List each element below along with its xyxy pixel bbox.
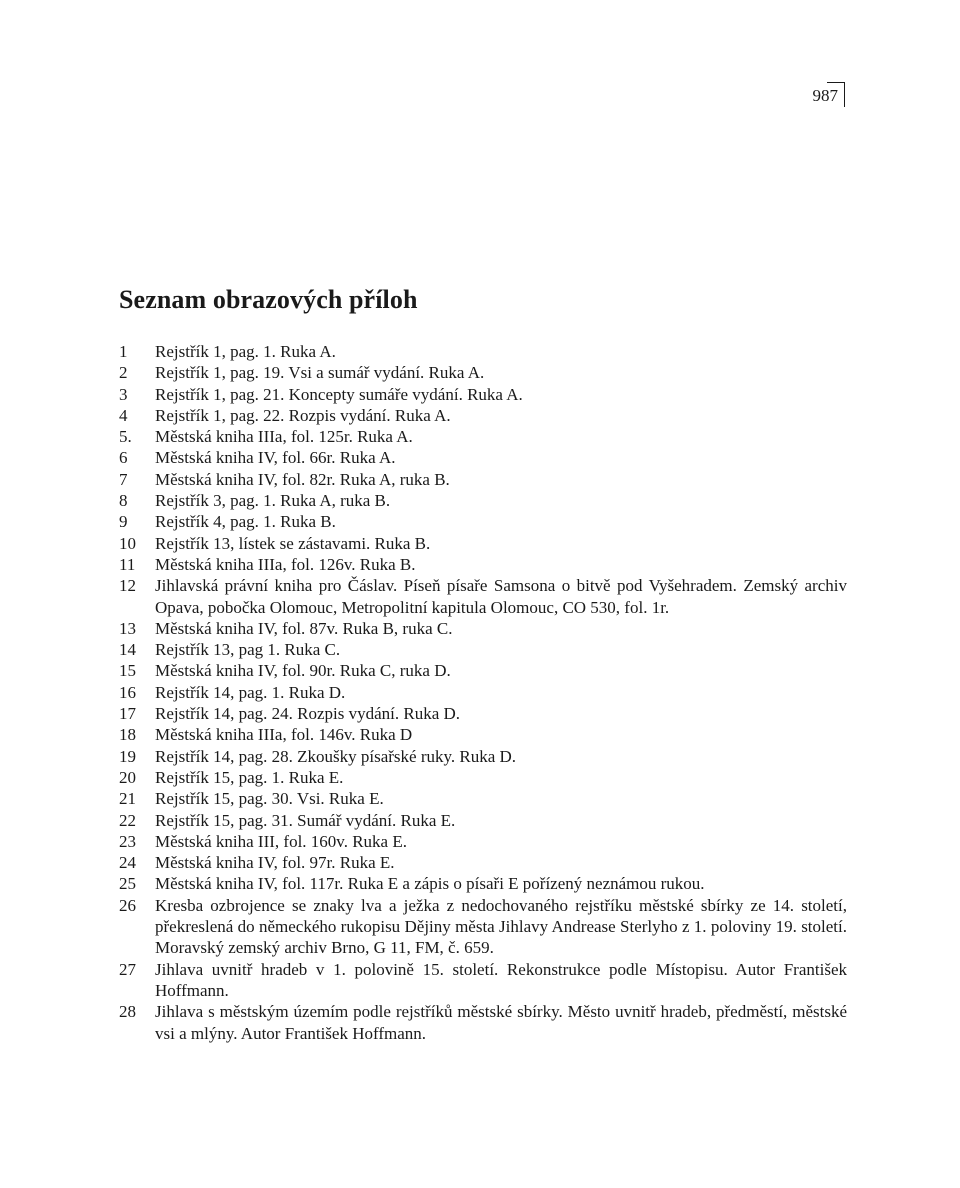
- item-number: 28: [119, 1002, 136, 1022]
- list-item: [119, 533, 847, 554]
- item-text: Rejstřík 15, pag. 31. Sumář vydání. Ruka E.: [155, 810, 456, 830]
- list-item: [119, 1001, 847, 1044]
- list-item: [119, 724, 847, 745]
- list-item: [119, 384, 847, 405]
- item-number: 21: [119, 789, 136, 809]
- page-number: 987: [812, 86, 838, 105]
- item-number: 20: [119, 767, 136, 787]
- item-number: 7: [119, 469, 128, 489]
- item-text: Rejstřík 4, pag. 1. Ruka B.: [155, 512, 336, 532]
- item-text: Jihlava s městským územím podle rejstříků městské sbírky. Město uvnitř hradeb, předměstí, městské vsi a mlýny. Autor František Hoffmann.: [155, 1002, 847, 1043]
- item-number: 18: [119, 725, 136, 745]
- item-text: Městská kniha IIIa, fol. 146v. Ruka D: [155, 725, 413, 745]
- list-item: [119, 469, 847, 490]
- item-text: Rejstřík 13, lístek se zástavami. Ruka B.: [155, 533, 431, 553]
- item-number: 17: [119, 704, 136, 724]
- item-text: Rejstřík 13, pag 1. Ruka C.: [155, 640, 341, 660]
- list-item: [119, 639, 847, 660]
- list-item: [119, 405, 847, 426]
- page-title: Seznam obrazových příloh: [119, 285, 418, 314]
- item-number: 4: [119, 405, 128, 425]
- list-item: [119, 660, 847, 681]
- list-item: [119, 511, 847, 532]
- list-item: [119, 490, 847, 511]
- item-text: Městská kniha IV, fol. 82r. Ruka A, ruka B.: [155, 469, 450, 489]
- item-number: 9: [119, 512, 128, 532]
- item-number: 25: [119, 874, 136, 894]
- list-item: [119, 682, 847, 703]
- item-number: 23: [119, 831, 136, 851]
- item-number: 24: [119, 853, 136, 873]
- item-number: 1: [119, 342, 128, 361]
- list-item: [119, 873, 847, 894]
- item-text: Městská kniha IV, fol. 87v. Ruka B, ruka C.: [155, 618, 453, 638]
- item-number: 8: [119, 491, 128, 511]
- item-number: 26: [119, 895, 136, 915]
- list-item: [119, 554, 847, 575]
- item-text: Městská kniha IIIa, fol. 125r. Ruka A.: [155, 427, 413, 447]
- list-item: [119, 810, 847, 831]
- item-number: 12: [119, 576, 136, 596]
- item-number: 6: [119, 448, 128, 468]
- list-item: [119, 575, 847, 618]
- item-number: 10: [119, 533, 136, 553]
- item-number: 2: [119, 363, 128, 383]
- item-text: Rejstřík 15, pag. 30. Vsi. Ruka E.: [155, 789, 384, 809]
- list-item: [119, 341, 847, 362]
- item-text: Městská kniha IV, fol. 117r. Ruka E a zápis o písaři E pořízený neznámou rukou.: [155, 874, 705, 894]
- item-number: 5.: [119, 427, 132, 447]
- list-item: [119, 703, 847, 724]
- item-number: 14: [119, 640, 136, 660]
- list-item: [119, 788, 847, 809]
- item-text: Rejstřík 14, pag. 24. Rozpis vydání. Ruka D.: [155, 704, 461, 724]
- list-item: [119, 618, 847, 639]
- item-text: Jihlava uvnitř hradeb v 1. polovině 15. století. Rekonstrukce podle Místopisu. Autor František Hoffmann.: [155, 959, 847, 1000]
- item-number: 13: [119, 618, 136, 638]
- item-text: Rejstřík 15, pag. 1. Ruka E.: [155, 767, 344, 787]
- list-item: [119, 767, 847, 788]
- item-text: Rejstřík 3, pag. 1. Ruka A, ruka B.: [155, 491, 391, 511]
- item-text: Rejstřík 14, pag. 1. Ruka D.: [155, 682, 346, 702]
- item-number: 11: [119, 554, 136, 574]
- item-text: Městská kniha IIIa, fol. 126v. Ruka B.: [155, 554, 416, 574]
- item-text: Rejstřík 1, pag. 1. Ruka A.: [155, 342, 336, 361]
- list-item: [119, 362, 847, 383]
- illustration-list: [119, 341, 847, 1044]
- item-number: 22: [119, 810, 136, 830]
- item-text: Městská kniha III, fol. 160v. Ruka E.: [155, 831, 407, 851]
- list-item: [119, 831, 847, 852]
- item-number: 19: [119, 746, 136, 766]
- item-text: Městská kniha IV, fol. 66r. Ruka A.: [155, 448, 396, 468]
- item-text: Rejstřík 1, pag. 19. Vsi a sumář vydání. Ruka A.: [155, 363, 485, 383]
- item-number: 3: [119, 384, 128, 404]
- item-text: Městská kniha IV, fol. 97r. Ruka E.: [155, 853, 395, 873]
- list-item: [119, 426, 847, 447]
- item-text: Rejstřík 14, pag. 28. Zkoušky písařské ruky. Ruka D.: [155, 746, 517, 766]
- list-item: [119, 447, 847, 468]
- item-number: 16: [119, 682, 136, 702]
- list-item: [119, 895, 847, 959]
- item-text: Kresba ozbrojence se znaky lva a ježka z nedochovaného rejstříku městské sbírky ze 14. století, překreslená do německého rukopisu Dějiny města Jihlavy Andrease Sterlyho z 1. poloviny 19. století. Moravský zemský archiv Brno, G 11, FM, č. 659.: [155, 895, 847, 958]
- item-number: 27: [119, 959, 136, 979]
- page-corner-mark: [827, 82, 845, 107]
- list-item: [119, 852, 847, 873]
- list-item: [119, 746, 847, 767]
- item-text: Rejstřík 1, pag. 22. Rozpis vydání. Ruka A.: [155, 405, 451, 425]
- item-text: Městská kniha IV, fol. 90r. Ruka C, ruka D.: [155, 661, 451, 681]
- item-text: Rejstřík 1, pag. 21. Koncepty sumáře vydání. Ruka A.: [155, 384, 523, 404]
- item-text: Jihlavská právní kniha pro Čáslav. Píseň písaře Samsona o bitvě pod Vyšehradem. Zemský archiv Opava, pobočka Olomouc, Metropolitní kapitula Olomouc, CO 530, fol. 1r.: [155, 576, 847, 617]
- item-number: 15: [119, 661, 136, 681]
- list-item: [119, 959, 847, 1002]
